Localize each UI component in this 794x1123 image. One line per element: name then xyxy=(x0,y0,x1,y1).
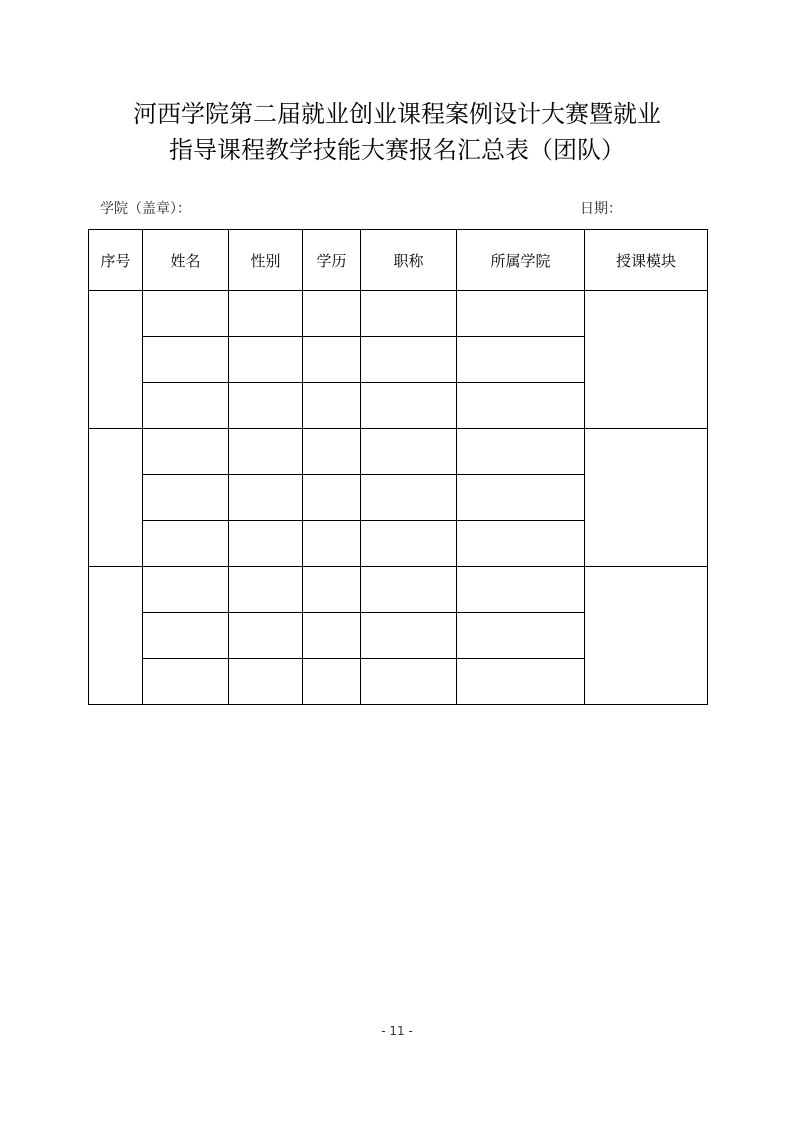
education-cell[interactable] xyxy=(303,613,361,659)
title-cell[interactable] xyxy=(361,567,457,613)
module-cell[interactable] xyxy=(585,567,708,705)
title-cell[interactable] xyxy=(361,475,457,521)
table-row xyxy=(89,429,708,475)
gender-cell[interactable] xyxy=(229,291,303,337)
title-line-1: 河西学院第二届就业创业课程案例设计大赛暨就业 xyxy=(133,100,661,128)
index-cell[interactable] xyxy=(89,429,143,567)
education-cell[interactable] xyxy=(303,383,361,429)
gender-cell[interactable] xyxy=(229,337,303,383)
table-row xyxy=(89,291,708,337)
name-cell[interactable] xyxy=(143,659,229,705)
college-cell[interactable] xyxy=(457,337,585,383)
header-title: 职称 xyxy=(361,230,457,291)
gender-cell[interactable] xyxy=(229,659,303,705)
title-cell[interactable] xyxy=(361,429,457,475)
header-college: 所属学院 xyxy=(457,230,585,291)
index-cell[interactable] xyxy=(89,291,143,429)
table-row xyxy=(89,567,708,613)
college-stamp-label: 学院（盖章）： xyxy=(100,201,191,217)
gender-cell[interactable] xyxy=(229,475,303,521)
gender-cell[interactable] xyxy=(229,613,303,659)
title-cell[interactable] xyxy=(361,383,457,429)
name-cell[interactable] xyxy=(143,429,229,475)
title-cell[interactable] xyxy=(361,659,457,705)
page-number: - 11 - xyxy=(381,1024,413,1038)
name-cell[interactable] xyxy=(143,475,229,521)
education-cell[interactable] xyxy=(303,429,361,475)
name-cell[interactable] xyxy=(143,291,229,337)
education-cell[interactable] xyxy=(303,521,361,567)
name-cell[interactable] xyxy=(143,383,229,429)
college-cell[interactable] xyxy=(457,521,585,567)
college-cell[interactable] xyxy=(457,383,585,429)
gender-cell[interactable] xyxy=(229,429,303,475)
date-label: 日期： xyxy=(580,201,622,217)
education-cell[interactable] xyxy=(303,337,361,383)
education-cell[interactable] xyxy=(303,659,361,705)
document-title xyxy=(0,96,794,168)
college-cell[interactable] xyxy=(457,291,585,337)
title-cell[interactable] xyxy=(361,521,457,567)
module-cell[interactable] xyxy=(585,429,708,567)
college-cell[interactable] xyxy=(457,429,585,475)
gender-cell[interactable] xyxy=(229,521,303,567)
title-line-2: 指导课程教学技能大赛报名汇总表（团队） xyxy=(169,136,625,164)
table-body xyxy=(89,291,708,705)
name-cell[interactable] xyxy=(143,567,229,613)
title-cell[interactable] xyxy=(361,337,457,383)
title-cell[interactable] xyxy=(361,291,457,337)
college-cell[interactable] xyxy=(457,659,585,705)
title-cell[interactable] xyxy=(361,613,457,659)
module-cell[interactable] xyxy=(585,291,708,429)
education-cell[interactable] xyxy=(303,291,361,337)
gender-cell[interactable] xyxy=(229,567,303,613)
header-gender: 性别 xyxy=(229,230,303,291)
name-cell[interactable] xyxy=(143,613,229,659)
header-name: 姓名 xyxy=(143,230,229,291)
registration-table xyxy=(88,229,708,705)
name-cell[interactable] xyxy=(143,521,229,567)
table-header-row xyxy=(89,230,708,291)
college-cell[interactable] xyxy=(457,475,585,521)
education-cell[interactable] xyxy=(303,475,361,521)
college-cell[interactable] xyxy=(457,567,585,613)
header-module: 授课模块 xyxy=(585,230,708,291)
college-cell[interactable] xyxy=(457,613,585,659)
header-education: 学历 xyxy=(303,230,361,291)
name-cell[interactable] xyxy=(143,337,229,383)
header-index: 序号 xyxy=(89,230,143,291)
index-cell[interactable] xyxy=(89,567,143,705)
education-cell[interactable] xyxy=(303,567,361,613)
gender-cell[interactable] xyxy=(229,383,303,429)
